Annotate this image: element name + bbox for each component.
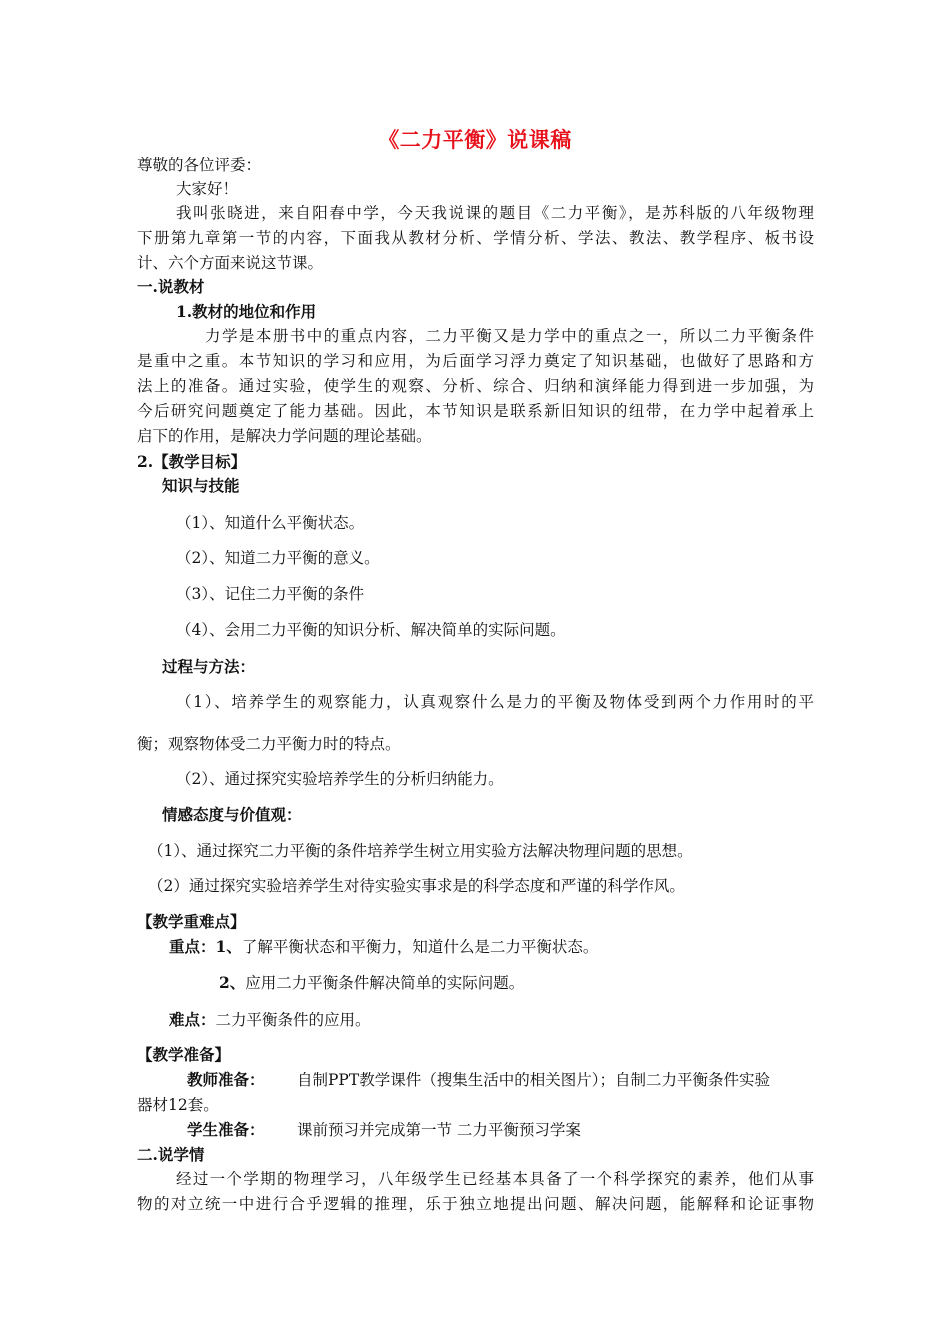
knowledge-heading: 知识与技能: [162, 476, 240, 495]
goals-heading: 2.【教学目标】: [137, 452, 247, 471]
hard-point-row: [169, 1010, 371, 1030]
key-item-text: 了解平衡状态和平衡力，知道什么是二力平衡状态。: [241, 938, 599, 956]
list-item: （1）、知道什么平衡状态。: [176, 514, 365, 532]
student-prep-label: 学生准备：: [187, 1120, 265, 1139]
student-prep-text: 课前预习并完成第一节 二力平衡预习学案: [297, 1121, 581, 1139]
paragraph-line: 启下的作用，是解决力学问题的理论基础。: [137, 427, 432, 445]
hard-text: 二力平衡条件的应用。: [215, 1011, 371, 1029]
intro-line: 计、六个方面来说这节课。: [137, 254, 324, 272]
student-prep-row: [187, 1120, 581, 1140]
list-item: （1）、通过探究二力平衡的条件培养学生树立用实验方法解决物理问题的思想。: [148, 842, 693, 860]
prep-heading: 【教学准备】: [137, 1045, 231, 1064]
key-item-number: 2、: [219, 973, 246, 992]
paragraph-line: 经过一个学期的物理学习，八年级学生已经基本具备了一个科学探究的素养，他们从事: [176, 1170, 814, 1188]
paragraph-line: 物的对立统一中进行合乎逻辑的推理，乐于独立地提出问题、解决问题，能解释和论证事物: [137, 1195, 814, 1213]
teacher-prep-label: 教师准备：: [187, 1070, 265, 1089]
list-item: （1）、培养学生的观察能力，认真观察什么是力的平衡及物体受到两个力作用时的平: [176, 693, 814, 711]
intro-line: 下册第九章第一节的内容，下面我从教材分析、学情分析、学法、教法、教学程序、板书设: [137, 229, 814, 247]
list-item: （2）通过探究实验培养学生对待实验实事求是的科学态度和严谨的科学作风。: [148, 877, 685, 895]
key-point-row: [169, 937, 598, 957]
difficulty-heading: 【教学重难点】: [137, 912, 246, 931]
list-item-continued: 衡；观察物体受二力平衡力时的特点。: [137, 735, 401, 753]
document-title: 《二力平衡》说课稿: [378, 127, 572, 152]
list-item: （3）、记住二力平衡的条件: [176, 585, 365, 603]
paragraph-line: 法上的准备。通过实验，使学生的观察、分析、综合、归纳和演绎能力得到进一步加强，为: [137, 377, 814, 395]
teacher-prep-text: 自制PPT教学课件（搜集生活中的相关图片）；自制二力平衡条件实验: [297, 1071, 770, 1089]
paragraph-line: 力学是本册书中的重点内容，二力平衡又是力学中的重点之一，所以二力平衡条件: [205, 327, 814, 345]
teacher-prep-continued: 器材12套。: [137, 1096, 219, 1114]
list-item: （2）、知道二力平衡的意义。: [176, 549, 380, 567]
hello: 大家好！: [176, 180, 239, 198]
hard-label: 难点：: [169, 1010, 216, 1029]
list-item: （2）、通过探究实验培养学生的分析归纳能力。: [176, 770, 504, 788]
section-heading: 一.说教材: [137, 277, 205, 296]
greeting: 尊敬的各位评委：: [137, 156, 262, 174]
paragraph-line: 是重中之重。本节知识的学习和应用，为后面学习浮力奠定了知识基础，也做好了思路和方: [137, 352, 814, 370]
subsection-heading: 1.教材的地位和作用: [176, 302, 317, 321]
key-item-text: 应用二力平衡条件解决简单的实际问题。: [245, 974, 525, 992]
section-heading: 二.说学情: [137, 1145, 205, 1164]
key-item-number: 1、: [215, 937, 242, 956]
emotion-heading: 情感态度与价值观：: [162, 805, 302, 824]
process-heading: 过程与方法：: [162, 657, 256, 676]
paragraph-line: 今后研究问题奠定了能力基础。因此，本节知识是联系新旧知识的纽带，在力学中起着承上: [137, 402, 814, 420]
list-item: （4）、会用二力平衡的知识分析、解决简单的实际问题。: [176, 621, 566, 639]
teacher-prep-row: [187, 1070, 814, 1090]
intro-line: 我叫张晓进，来自阳春中学，今天我说课的题目《二力平衡》，是苏科版的八年级物理: [176, 204, 814, 222]
key-point-row: [219, 973, 524, 993]
key-label: 重点：: [169, 937, 216, 956]
